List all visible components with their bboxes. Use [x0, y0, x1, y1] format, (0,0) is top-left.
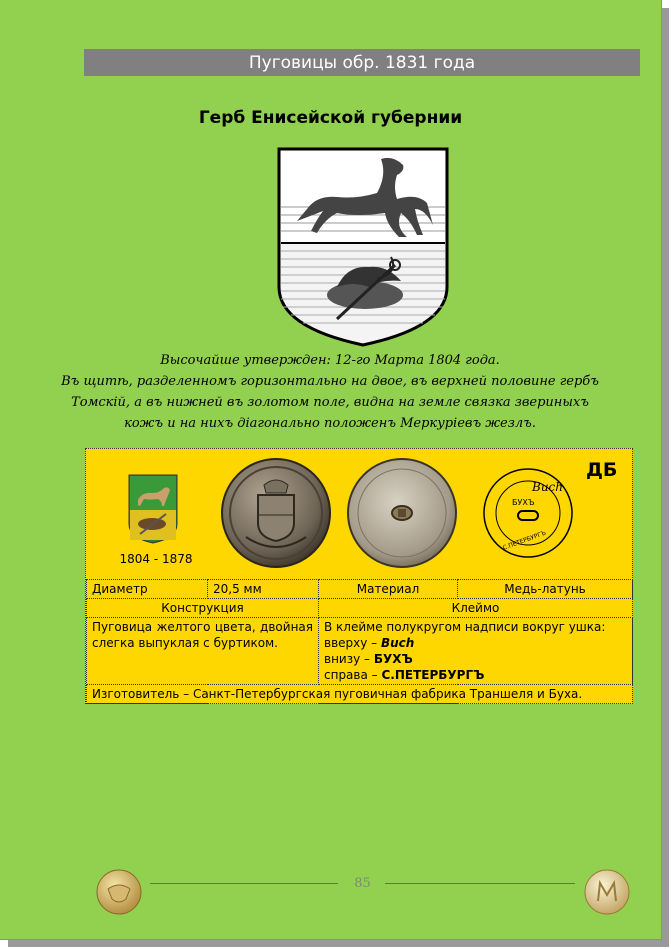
mark-right-value: С.ПЕТЕРБУРГЪ: [381, 668, 485, 682]
mark-bottom-label: внизу –: [324, 652, 374, 666]
mini-coat-of-arms-image: [128, 474, 178, 544]
button-info-card: [85, 448, 633, 704]
button-back-image: [346, 457, 458, 569]
monogram-button-icon: [584, 869, 630, 915]
footer-line-left: [150, 883, 338, 884]
construction-text: Пуговица желтого цвета, двойная слегка выпуклая с буртиком.: [87, 618, 319, 685]
page-shadow-bottom: [8, 939, 669, 947]
mark-bottom-value: БУХЪ: [373, 652, 413, 666]
coat-of-arms-description: [60, 350, 600, 434]
button-front-image: [220, 457, 332, 569]
manufacturer: Изготовитель – Санкт-Петербургская пуговичная фабрика Траншеля и Буха.: [87, 685, 633, 704]
material-value: Медь-латунь: [458, 580, 633, 599]
description-line: Высочайше утвержден: 12-го Марта 1804 года.: [160, 353, 500, 368]
years-label: 1804 - 1878: [119, 552, 193, 566]
mark-top-label: вверху –: [324, 636, 381, 650]
description-line: Томскій, а въ нижней въ золотом поле, видна на земле связка звериныхъ: [71, 395, 589, 410]
mark-right-line: [324, 667, 627, 683]
construction-header: Конструкция: [87, 599, 319, 618]
mark-top-line: [324, 635, 627, 651]
mark-bottom-line: [324, 651, 627, 667]
maker-mark-drawing: [472, 457, 584, 569]
mark-text-bottom: С.ПЕТЕРБУРГЪ: [501, 529, 548, 552]
description-line: кожъ и на нихъ діагонально положенъ Меркуріевъ жезлъ.: [124, 416, 536, 431]
eagle-button-icon: [96, 869, 142, 915]
mark-header: Клеймо: [319, 599, 633, 618]
type-code: ДБ: [586, 459, 618, 481]
page-shadow-right: [661, 8, 669, 945]
mark-top-value: Buch: [380, 636, 415, 650]
footer-line-right: [385, 883, 575, 884]
section-title: Герб Енисейской губернии: [198, 108, 463, 128]
page-header: Пуговицы обр. 1831 года: [84, 49, 640, 76]
image-row: [86, 449, 634, 579]
material-label: Материал: [319, 580, 458, 599]
mark-text-middle: БУХЪ: [512, 498, 535, 507]
mark-right-label: справа –: [324, 668, 382, 682]
specs-table: [86, 579, 633, 704]
mark-description: [319, 618, 633, 685]
page-number: 85: [354, 876, 371, 891]
mark-intro: В клейме полукругом надписи вокруг ушка:: [324, 620, 606, 634]
coat-of-arms-image: [277, 147, 449, 347]
diameter-value: 20,5 мм: [208, 580, 319, 599]
mark-text-top: Buch: [532, 480, 563, 494]
diameter-label: Диаметр: [87, 580, 208, 599]
description-line: Въ щитѣ, разделенномъ горизонтально на двое, въ верхней половине гербъ: [61, 374, 599, 389]
